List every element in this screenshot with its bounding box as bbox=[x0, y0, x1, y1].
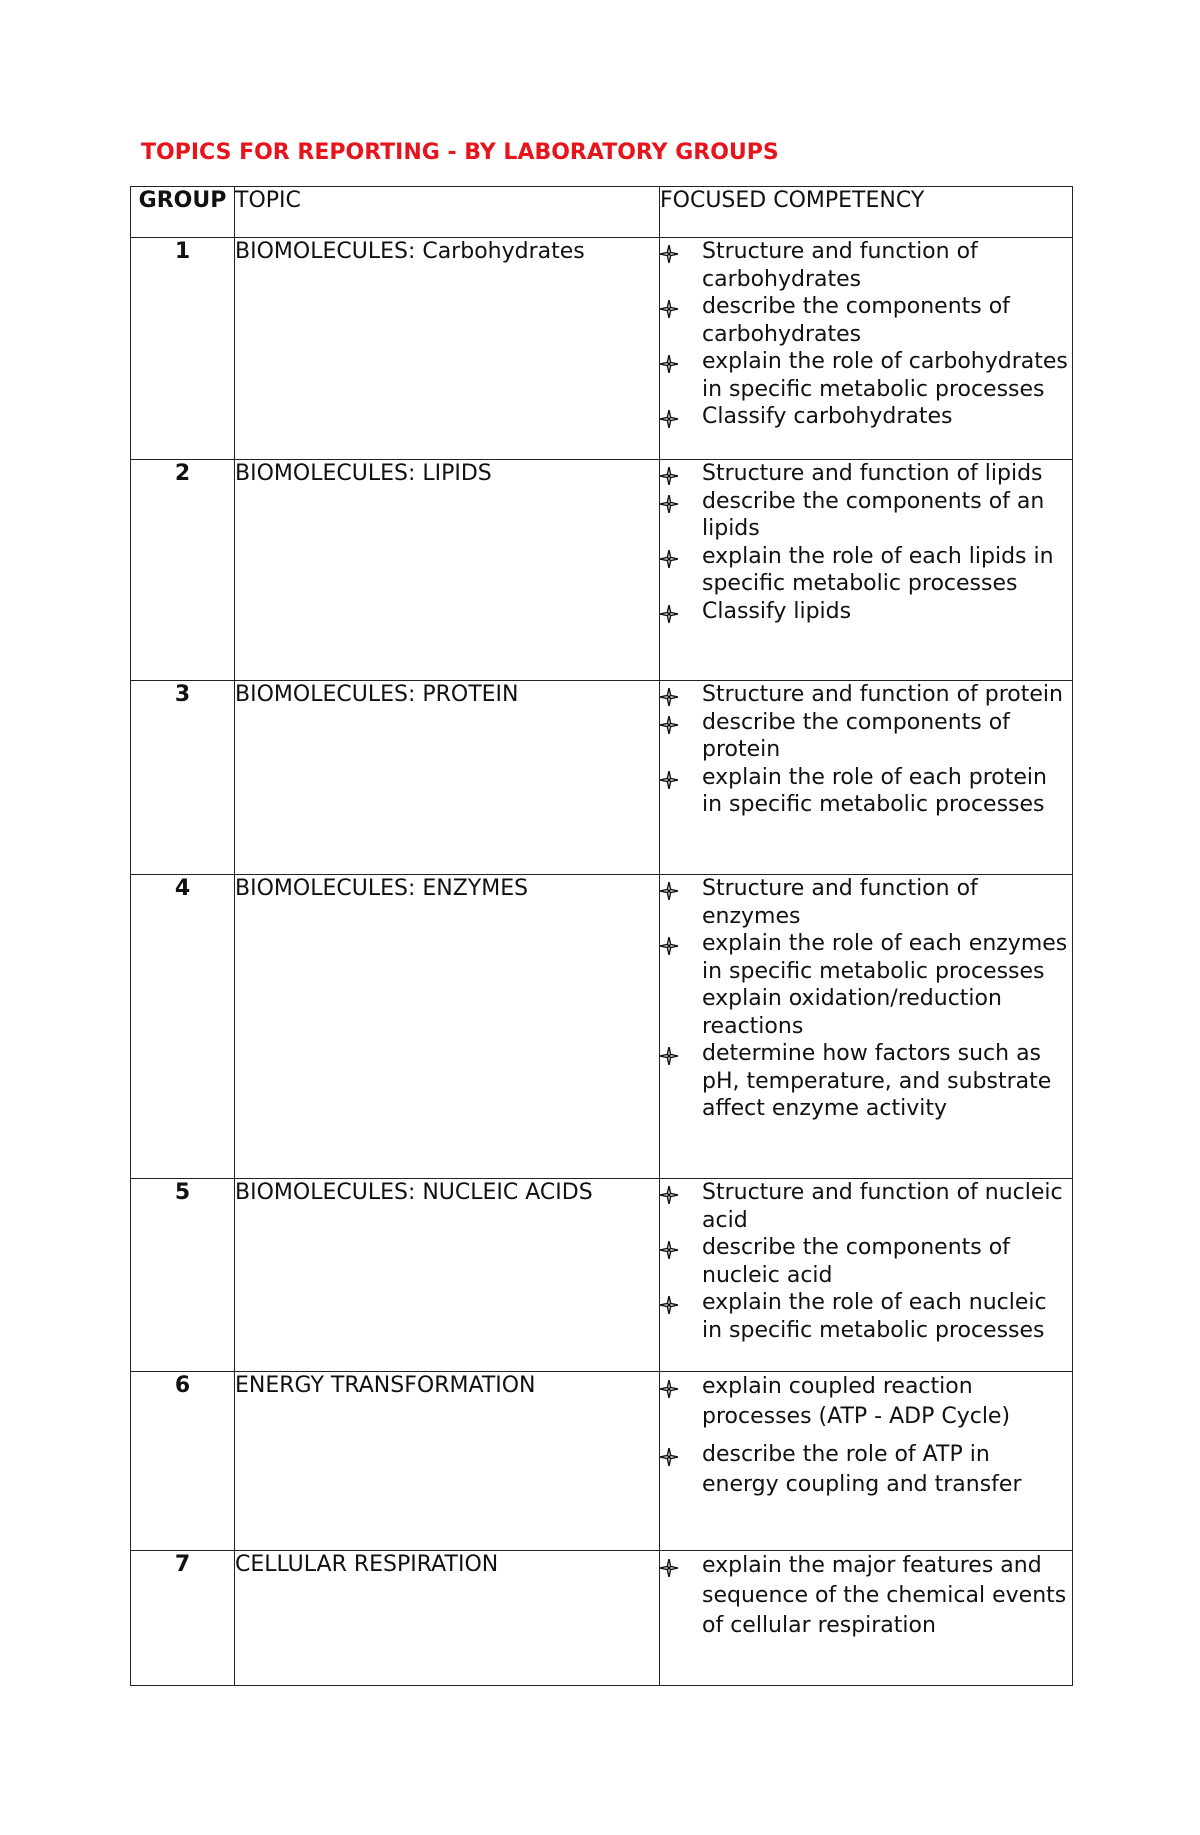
table-row bbox=[131, 875, 1073, 1179]
competency-list bbox=[660, 681, 1072, 819]
competency-cell bbox=[660, 1551, 1073, 1686]
competency-item bbox=[660, 488, 1072, 543]
four-point-star-icon bbox=[660, 298, 678, 316]
topic-cell: BIOMOLECULES: Carbohydrates bbox=[235, 238, 660, 460]
competency-text: describe the components of carbohydrates bbox=[702, 294, 1010, 347]
header-topic: TOPIC bbox=[235, 187, 660, 238]
competency-item bbox=[660, 1040, 1072, 1123]
competency-text: describe the components of an lipids bbox=[702, 488, 1045, 541]
competency-item bbox=[660, 238, 1072, 293]
four-point-star-icon bbox=[660, 1184, 678, 1202]
competency-item bbox=[660, 293, 1072, 348]
competency-item bbox=[660, 348, 1072, 403]
topic-cell: BIOMOLECULES: ENZYMES bbox=[235, 875, 660, 1179]
group-number: 1 bbox=[131, 238, 235, 460]
four-point-star-icon bbox=[660, 1445, 678, 1463]
four-point-star-icon bbox=[660, 769, 678, 787]
table-row bbox=[131, 681, 1073, 875]
competency-item bbox=[660, 875, 1072, 930]
table-body bbox=[131, 238, 1073, 1686]
four-point-star-icon bbox=[660, 1294, 678, 1312]
group-number: 6 bbox=[131, 1372, 235, 1551]
competency-item bbox=[660, 1234, 1072, 1289]
competency-text: Classify carbohydrates bbox=[702, 404, 953, 429]
table-row bbox=[131, 1551, 1073, 1686]
topics-table bbox=[130, 186, 1073, 1686]
four-point-star-icon bbox=[660, 465, 678, 483]
competency-list bbox=[660, 875, 1072, 1123]
competency-text: explain the role of each lipids in specific metabolic processes bbox=[702, 543, 1054, 596]
competency-text: Structure and function of lipids bbox=[702, 461, 1043, 486]
topic-cell: BIOMOLECULES: NUCLEIC ACIDS bbox=[235, 1179, 660, 1372]
four-point-star-icon bbox=[660, 1239, 678, 1257]
group-number: 7 bbox=[131, 1551, 235, 1686]
four-point-star-icon bbox=[660, 408, 678, 426]
competency-list bbox=[660, 1179, 1072, 1344]
table-row bbox=[131, 460, 1073, 681]
competency-text: Classify lipids bbox=[702, 598, 852, 624]
competency-text: explain the role of each enzymes in specific metabolic processes explain oxidation/reduction reactions bbox=[702, 931, 1068, 1039]
four-point-star-icon bbox=[660, 243, 678, 261]
four-point-star-icon bbox=[660, 603, 678, 621]
four-point-star-icon bbox=[660, 353, 678, 371]
topic-cell: BIOMOLECULES: PROTEIN bbox=[235, 681, 660, 875]
competency-list bbox=[660, 460, 1072, 625]
group-number: 4 bbox=[131, 875, 235, 1179]
competency-text: determine how factors such as pH, temperature, and substrate affect enzyme activity bbox=[702, 1041, 1052, 1121]
four-point-star-icon bbox=[660, 686, 678, 704]
competency-cell bbox=[660, 238, 1073, 460]
competency-text: explain the role of each nucleic in specific metabolic processes bbox=[702, 1290, 1047, 1343]
competency-item bbox=[660, 1179, 1072, 1234]
competency-cell bbox=[660, 460, 1073, 681]
competency-item bbox=[660, 1440, 1072, 1500]
competency-text: describe the components of nucleic acid bbox=[702, 1235, 1010, 1288]
competency-text: explain the role of carbohydrates in specific metabolic processes bbox=[702, 349, 1068, 402]
competency-cell bbox=[660, 875, 1073, 1179]
table-header-row bbox=[131, 187, 1073, 238]
competency-cell bbox=[660, 1372, 1073, 1551]
table-row bbox=[131, 1372, 1073, 1551]
topic-cell: BIOMOLECULES: LIPIDS bbox=[235, 460, 660, 681]
four-point-star-icon bbox=[660, 548, 678, 566]
table-row bbox=[131, 1179, 1073, 1372]
competency-text: explain the major features and sequence of the chemical events of cellular respiration bbox=[702, 1553, 1067, 1638]
competency-item bbox=[660, 764, 1072, 819]
competency-item bbox=[660, 460, 1072, 488]
competency-item bbox=[660, 1289, 1072, 1344]
topic-cell: CELLULAR RESPIRATION bbox=[235, 1551, 660, 1686]
competency-text: describe the components of protein bbox=[702, 709, 1010, 762]
competency-item bbox=[660, 1551, 1072, 1641]
four-point-star-icon bbox=[660, 880, 678, 898]
four-point-star-icon bbox=[660, 935, 678, 953]
header-competency: FOCUSED COMPETENCY bbox=[660, 187, 1073, 238]
competency-item bbox=[660, 681, 1072, 709]
topic-cell: ENERGY TRANSFORMATION bbox=[235, 1372, 660, 1551]
group-number: 3 bbox=[131, 681, 235, 875]
page-title: TOPICS FOR REPORTING - BY LABORATORY GROUPS bbox=[141, 140, 779, 165]
competency-item bbox=[660, 543, 1072, 598]
competency-text: Structure and function of carbohydrates bbox=[702, 239, 978, 292]
competency-text: explain coupled reaction processes (ATP - ADP Cycle) bbox=[702, 1374, 1011, 1429]
four-point-star-icon bbox=[660, 1556, 678, 1574]
table-row bbox=[131, 238, 1073, 460]
four-point-star-icon bbox=[660, 493, 678, 511]
competency-text: Structure and function of nucleic acid bbox=[702, 1180, 1063, 1233]
four-point-star-icon bbox=[660, 1377, 678, 1395]
competency-text: Structure and function of protein bbox=[702, 682, 1063, 707]
competency-list bbox=[660, 238, 1072, 431]
competency-item bbox=[660, 930, 1072, 1040]
header-group: GROUP bbox=[131, 187, 235, 238]
competency-cell bbox=[660, 1179, 1073, 1372]
competency-item bbox=[660, 709, 1072, 764]
competency-text: Structure and function of enzymes bbox=[702, 876, 978, 929]
competency-item bbox=[660, 403, 1072, 431]
competency-list bbox=[660, 1372, 1072, 1500]
competency-text: explain the role of each protein in specific metabolic processes bbox=[702, 764, 1047, 817]
competency-list bbox=[660, 1551, 1072, 1641]
four-point-star-icon bbox=[660, 714, 678, 732]
competency-item bbox=[660, 1372, 1072, 1432]
competency-item bbox=[660, 598, 1072, 626]
group-number: 5 bbox=[131, 1179, 235, 1372]
competency-cell bbox=[660, 681, 1073, 875]
four-point-star-icon bbox=[660, 1045, 678, 1063]
competency-text: describe the role of ATP in energy coupling and transfer bbox=[702, 1442, 1022, 1497]
group-number: 2 bbox=[131, 460, 235, 681]
